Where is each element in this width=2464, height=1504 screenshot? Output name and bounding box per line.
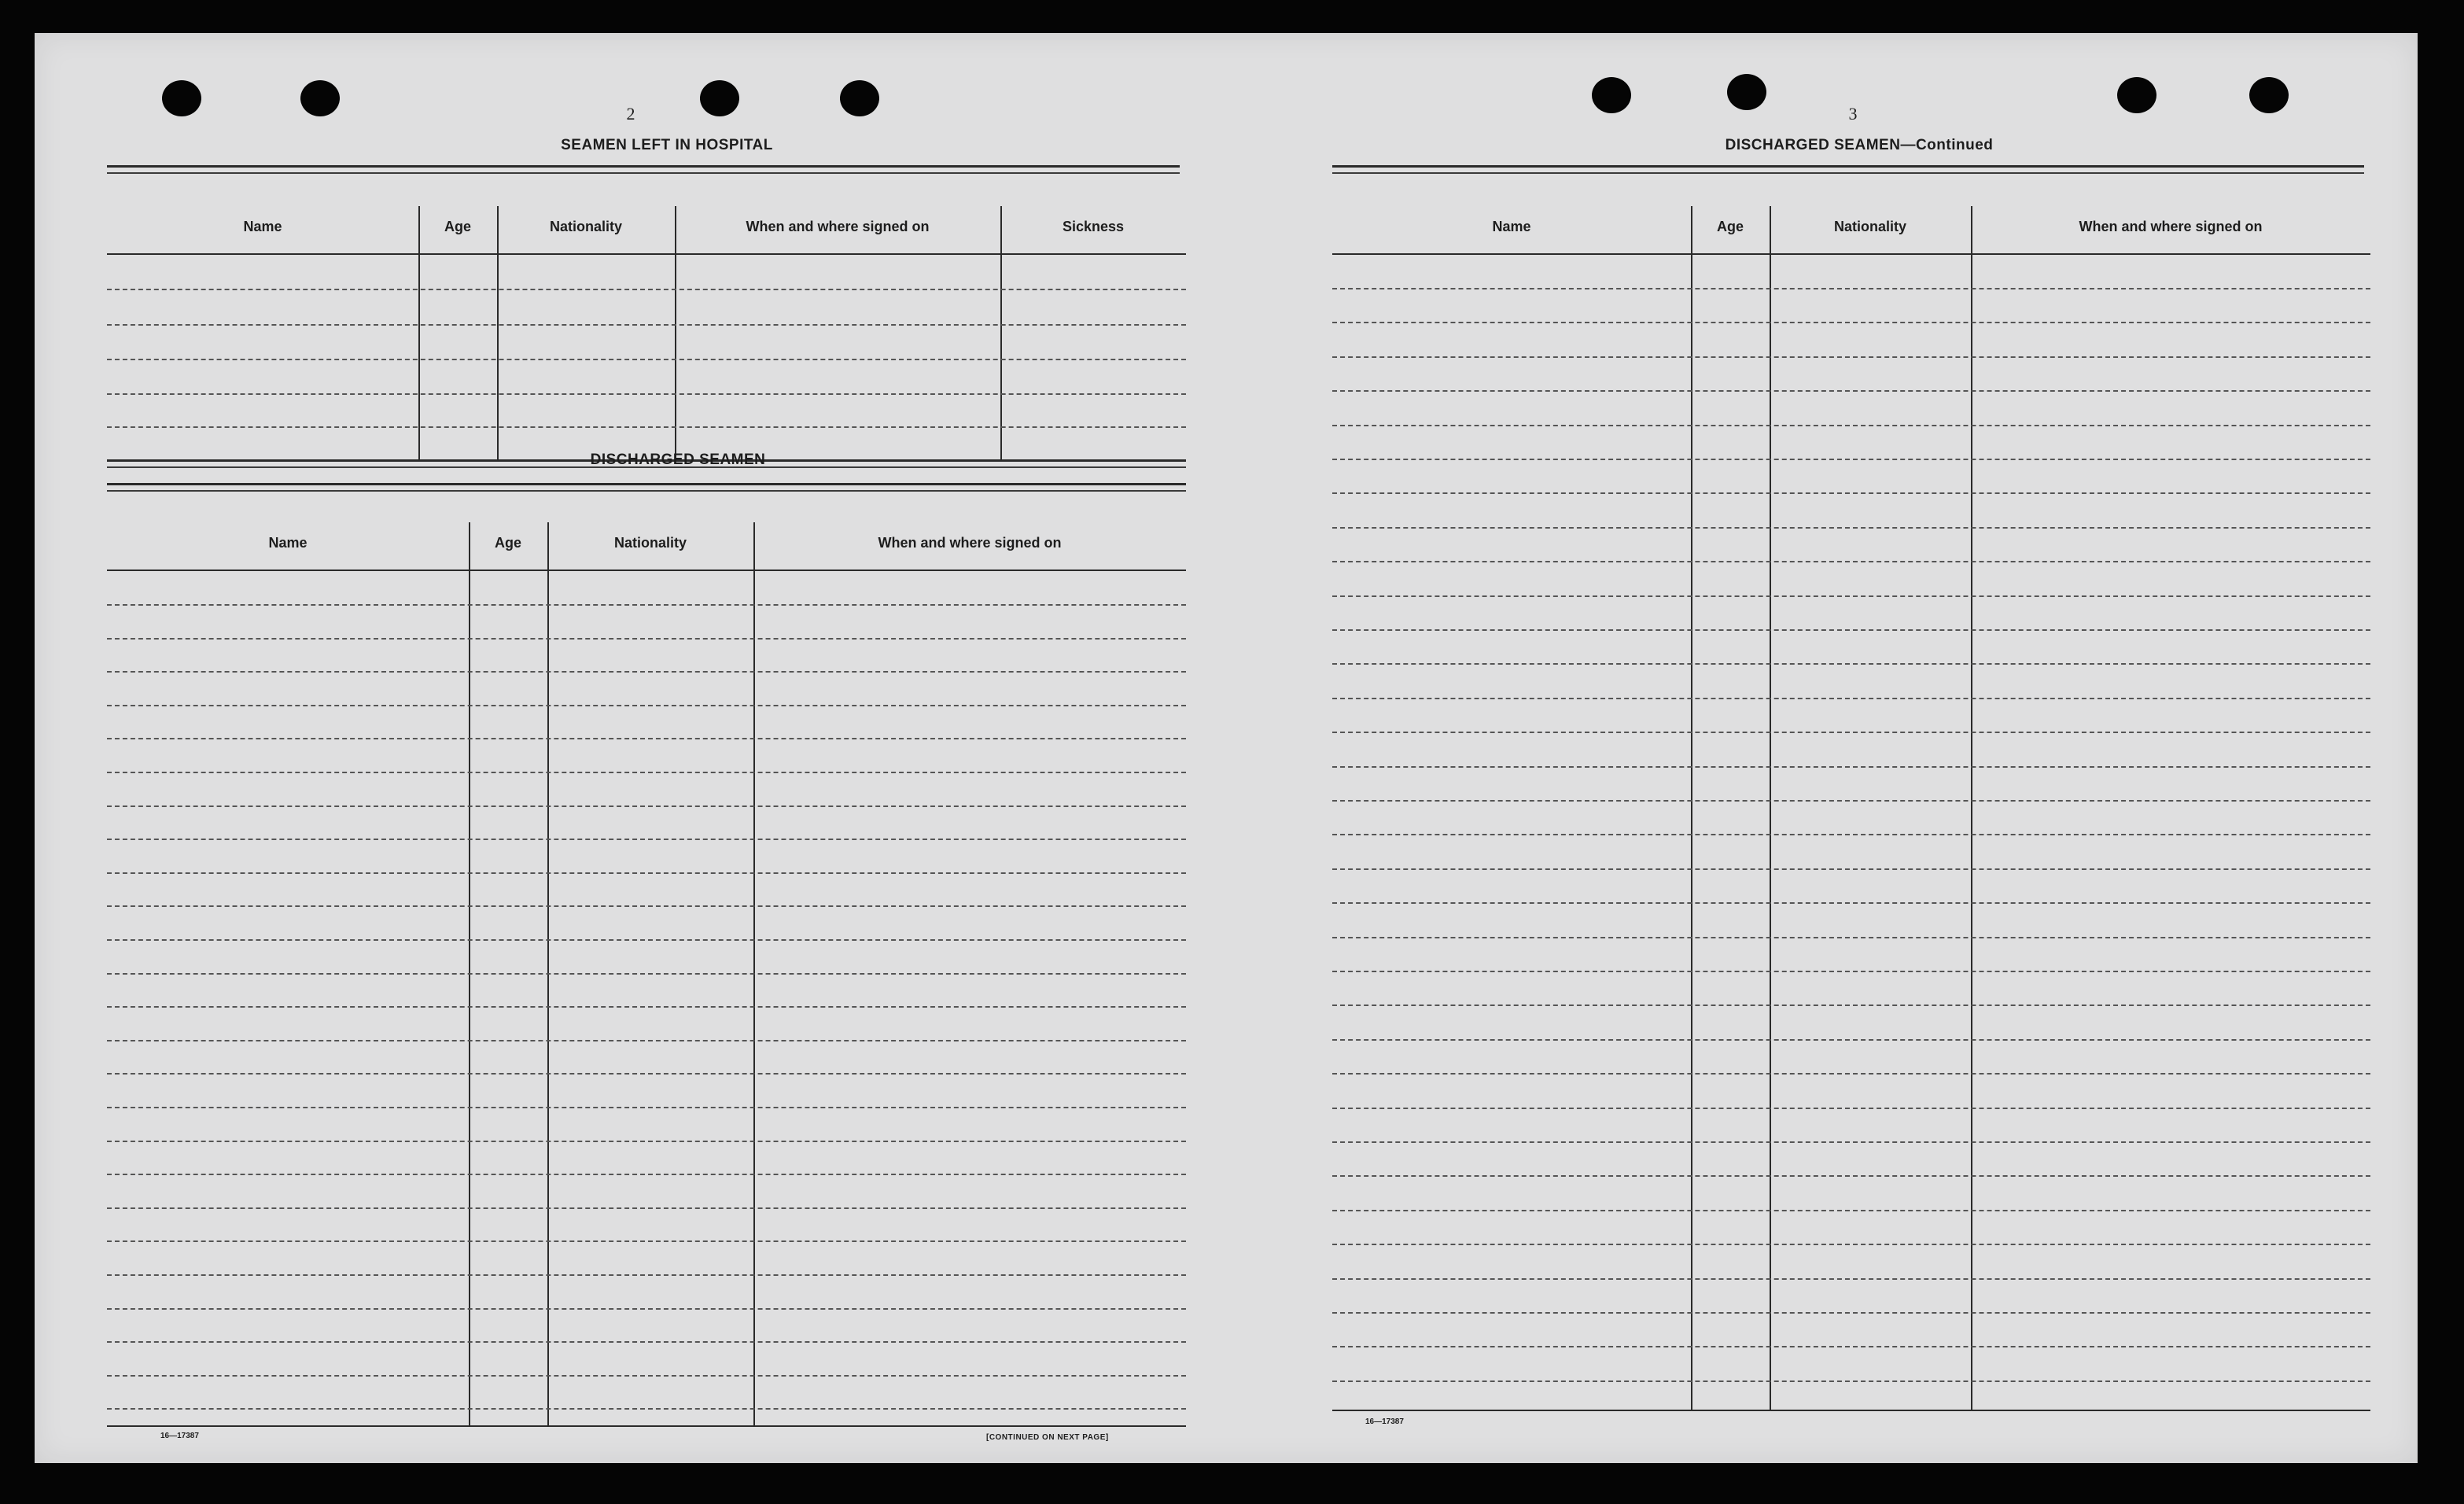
col-header-nationality: Nationality [1833,219,1906,234]
entry-line [1332,527,2370,529]
col-header-age: Age [1716,219,1744,234]
entry-line [1332,698,2370,699]
col-header-signed-on: When and where signed on [878,535,1062,551]
col-header-age: Age [494,535,521,551]
page-number: 2 [626,104,635,123]
entry-line [1332,425,2370,426]
entry-line [107,1240,1186,1242]
col-header-nationality: Nationality [613,535,687,551]
entry-line [107,805,1186,807]
discharged-table-continued [1332,175,2370,1417]
entry-line [107,638,1186,640]
column-divider [547,522,549,1427]
entry-line [1332,595,2370,597]
col-header-name: Name [268,535,308,551]
entry-line [107,772,1186,773]
col-header-age: Age [444,219,471,234]
hospital-table [107,175,1186,466]
entry-line [107,1375,1186,1377]
entry-line [107,671,1186,673]
column-divider [418,206,420,459]
entry-line [1332,1312,2370,1314]
right-page [1230,33,2418,1463]
entry-line [1332,390,2370,392]
entry-line [1332,1244,2370,1245]
entry-line [1332,1278,2370,1280]
entry-line [107,939,1186,941]
entry-line [1332,1210,2370,1211]
discharged-section-title: DISCHARGED SEAMEN [590,452,766,468]
header-underline [1332,253,2370,255]
entry-line [1332,937,2370,938]
document-sheet [35,33,2418,1463]
entry-line [107,393,1186,395]
entry-line [107,359,1186,360]
continued-note: [CONTINUED ON NEXT PAGE] [986,1433,1109,1442]
entry-line [1332,492,2370,494]
col-header-signed-on: When and where signed on [746,219,930,234]
hospital-section-title: SEAMEN LEFT IN HOSPITAL [561,137,773,153]
entry-line [107,1174,1186,1175]
col-header-name: Name [1492,219,1531,234]
entry-line [1332,356,2370,358]
entry-line [107,1073,1186,1075]
entry-line [1332,1108,2370,1109]
entry-line [107,973,1186,975]
entry-line [107,1207,1186,1209]
entry-line [1332,971,2370,972]
entry-line [1332,663,2370,665]
entry-line [1332,629,2370,631]
entry-line [1332,1073,2370,1075]
entry-line [107,905,1186,907]
column-divider [1000,206,1002,459]
entry-line [1332,1005,2370,1006]
column-divider [753,522,755,1427]
entry-line [107,1107,1186,1108]
form-code: 16—17387 [1365,1417,1404,1426]
entry-line [107,705,1186,706]
entry-line [107,1308,1186,1310]
entry-line [1332,1381,2370,1382]
column-divider [675,206,676,459]
entry-line [1332,561,2370,562]
title-suffix: —Continued [1900,137,1994,153]
discharged-continued-title [1576,137,2142,154]
col-header-signed-on: When and where signed on [2079,219,2263,234]
entry-line [107,1141,1186,1142]
table-bottom-rule [107,1425,1186,1427]
entry-line [1332,834,2370,835]
column-divider [497,206,499,459]
hospital-top-rule [107,165,1180,174]
table-bottom-rule [1332,1410,2370,1411]
entry-line [107,324,1186,326]
left-page [35,33,1214,1463]
entry-line [107,604,1186,606]
entry-line [107,839,1186,840]
entry-line [1332,288,2370,289]
col-header-nationality: Nationality [549,219,622,234]
entry-line [107,1006,1186,1008]
entry-line [107,1341,1186,1343]
entry-line [1332,322,2370,323]
header-underline [107,570,1186,571]
entry-line [1332,868,2370,870]
entry-line [107,426,1186,428]
entry-line [1332,732,2370,733]
entry-line [107,1040,1186,1041]
column-divider [1691,206,1692,1410]
column-divider [1971,206,1972,1410]
entry-line [1332,800,2370,802]
title-main: DISCHARGED SEAMEN [1725,137,1901,153]
discharged-top-rule [1332,165,2364,174]
col-header-sickness: Sickness [1062,219,1125,234]
entry-line [107,289,1186,290]
entry-line [107,738,1186,739]
entry-line [1332,902,2370,904]
entry-line [107,1408,1186,1410]
entry-line [107,1274,1186,1276]
col-header-name: Name [243,219,282,234]
header-underline [107,253,1186,255]
entry-line [1332,1141,2370,1143]
column-divider [469,522,470,1427]
entry-line [1332,766,2370,768]
entry-line [1332,1175,2370,1177]
entry-line [1332,1346,2370,1347]
entry-line [1332,459,2370,460]
page-number: 3 [1848,104,1858,123]
entry-line [1332,1039,2370,1041]
form-code: 16—17387 [160,1432,199,1440]
discharged-table [107,489,1186,1433]
entry-line [107,872,1186,874]
column-divider [1770,206,1771,1410]
